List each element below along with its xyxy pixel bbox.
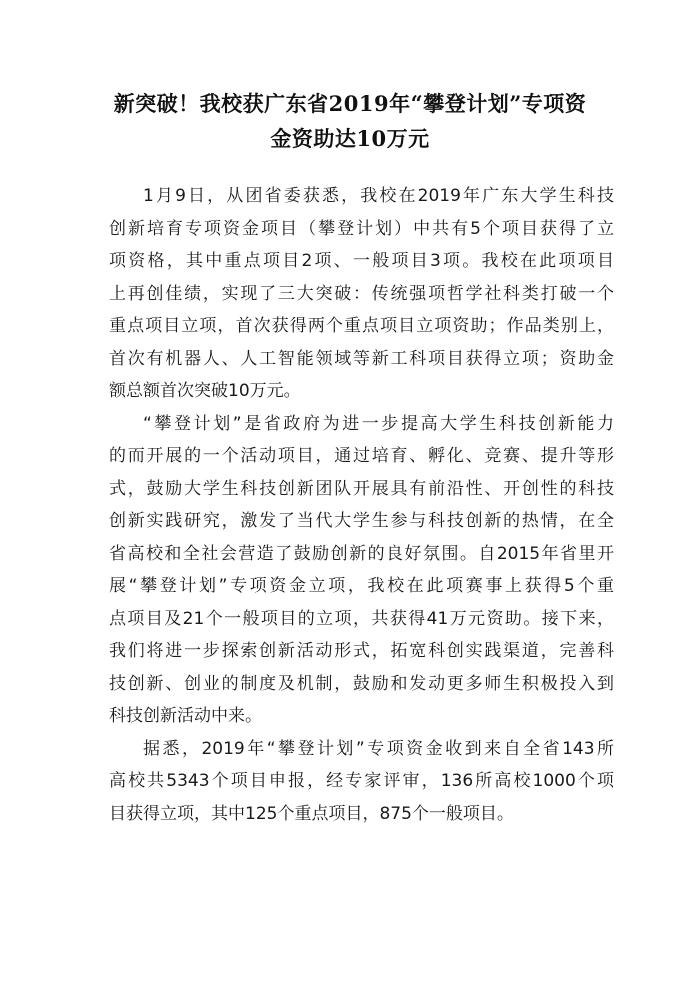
paragraph-line: 省高校和全社会营造了鼓励创新的良好氛围。自2015年省里开: [109, 543, 614, 564]
article-title: [92, 86, 608, 156]
paragraph-line: “攀登计划”是省政府为进一步提高大学生科技创新能力: [143, 413, 614, 434]
paragraph-line: 1月9日，从团省委获悉，我校在2019年广东大学生科技: [143, 186, 614, 206]
paragraph-line: 首次有机器人、人工智能领域等新工科项目获得立项；资助金: [109, 348, 614, 369]
paragraph-line: 高校共5343个项目申报，经专家评审，136所高校1000个项: [109, 771, 614, 791]
paragraph-line: 展“攀登计划”专项资金立项，我校在此项赛事上获得5个重: [109, 576, 614, 596]
paragraph-line: 的而开展的一个活动项目，通过培育、孵化、竞赛、提升等形: [109, 446, 614, 466]
paragraph-line: 科技创新活动中来。: [109, 706, 262, 726]
paragraph-1: [109, 180, 614, 408]
paragraph-line: 额总额首次突破10万元。: [109, 381, 301, 401]
paragraph-line: 创新实践研究，激发了当代大学生参与科技创新的热情，在全: [109, 511, 614, 531]
paragraph-line: 技创新、创业的制度及机制，鼓励和发动更多师生积极投入到: [109, 673, 614, 694]
paragraph-line: 我们将进一步探索创新活动形式，拓宽科创实践渠道，完善科: [109, 641, 614, 661]
paragraph-line: 点项目及21个一般项目的立项，共获得41万元资助。接下来，: [109, 608, 614, 629]
paragraph-line: 项资格，其中重点项目2项、一般项目3项。我校在此项项目: [109, 251, 614, 271]
paragraph-line: 上再创佳绩，实现了三大突破：传统强项哲学社科类打破一个: [109, 283, 614, 304]
paragraph-line: 重点项目立项，首次获得两个重点项目立项资助；作品类别上，: [109, 316, 614, 336]
title-line-1: 新突破！我校获广东省2019年“攀登计划”专项资: [113, 91, 587, 116]
title-line-2: 金资助达10万元: [270, 126, 430, 151]
article-body: [109, 180, 614, 830]
paragraph-line: 目获得立项，其中125个重点项目，875个一般项目。: [109, 803, 514, 824]
paragraph-line: 式，鼓励大学生科技创新团队开展具有前沿性、开创性的科技: [109, 478, 614, 499]
paragraph-3: [109, 733, 614, 831]
paragraph-line: 创新培育专项资金项目（攀登计划）中共有5个项目获得了立: [109, 218, 614, 239]
paragraph-line: 据悉，2019年“攀登计划”专项资金收到来自全省143所: [143, 738, 614, 759]
paragraph-2: [109, 408, 614, 733]
